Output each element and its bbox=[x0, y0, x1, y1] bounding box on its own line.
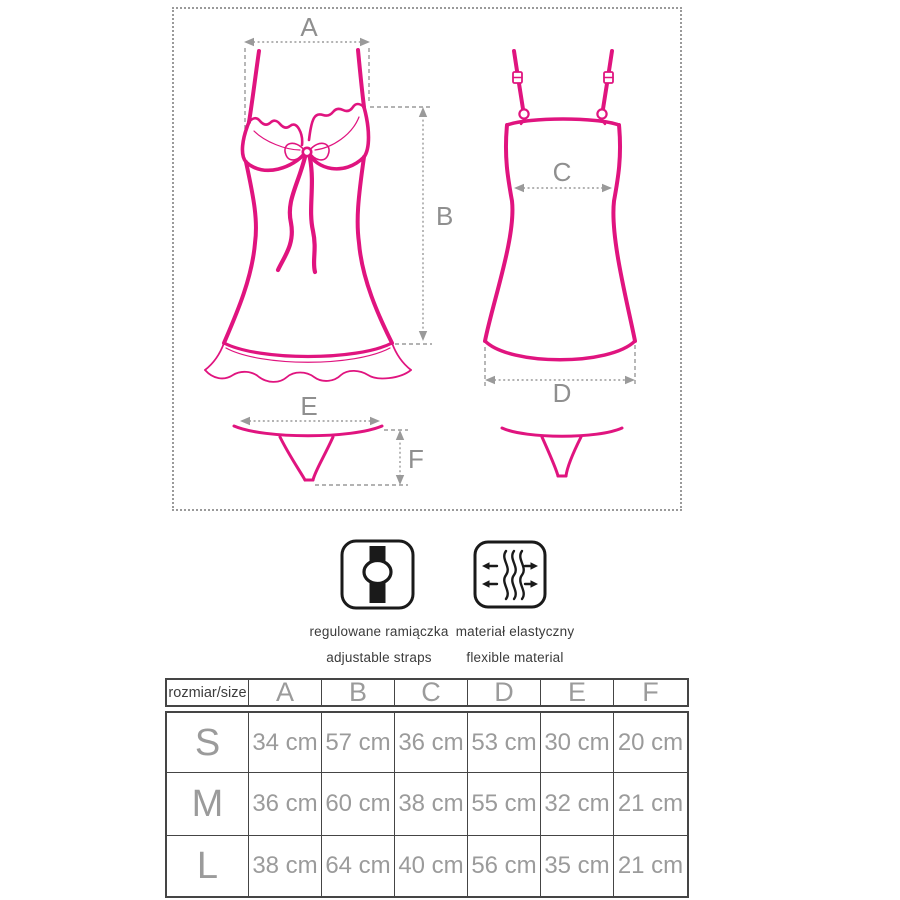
size-cell: 21 cm bbox=[617, 852, 684, 879]
dimension-label-a: A bbox=[300, 12, 318, 42]
size-table-header bbox=[165, 678, 689, 707]
thong-front-drawing bbox=[234, 426, 382, 480]
size-cell: 36 cm bbox=[252, 790, 318, 817]
elastic-material-icon bbox=[473, 540, 547, 614]
size-cell: 21 cm bbox=[617, 790, 684, 817]
size-cell: 56 cm bbox=[471, 852, 537, 879]
size-label-m: M bbox=[191, 783, 224, 825]
thong-back-drawing bbox=[502, 428, 622, 476]
dimension-label-b: B bbox=[436, 201, 454, 231]
size-table-body bbox=[165, 711, 689, 898]
material-caption-en: flexible material bbox=[466, 650, 564, 665]
dimension-label-c: C bbox=[552, 157, 572, 187]
size-cell: 30 cm bbox=[544, 728, 610, 756]
dimension-a bbox=[244, 38, 370, 129]
material-caption-pl: materiał elastyczny bbox=[455, 624, 575, 639]
size-cell: 64 cm bbox=[325, 852, 391, 879]
size-label-s: S bbox=[194, 721, 221, 764]
size-cell: 32 cm bbox=[544, 790, 610, 817]
size-cell: 53 cm bbox=[471, 728, 537, 756]
straps-caption-en: adjustable straps bbox=[326, 650, 432, 665]
column-header-a: A bbox=[275, 680, 294, 705]
size-cell: 38 cm bbox=[252, 852, 318, 879]
dimension-label-f: F bbox=[408, 444, 424, 474]
size-cell: 40 cm bbox=[398, 852, 464, 879]
column-header-e: E bbox=[567, 680, 586, 705]
column-header-d: D bbox=[494, 680, 514, 705]
size-cell: 20 cm bbox=[617, 728, 684, 756]
chemise-back-drawing bbox=[485, 51, 635, 360]
size-cell: 36 cm bbox=[398, 728, 464, 756]
size-label-l: L bbox=[196, 845, 219, 887]
dimension-b bbox=[370, 107, 432, 344]
dimension-lines bbox=[240, 38, 635, 485]
adjustable-straps-icon bbox=[340, 539, 415, 615]
size-cell: 60 cm bbox=[325, 790, 391, 817]
dimension-f bbox=[315, 430, 408, 485]
dimension-label-e: E bbox=[300, 391, 318, 421]
chemise-front-drawing bbox=[205, 50, 411, 382]
column-header-c: C bbox=[421, 680, 441, 705]
dimension-label-d: D bbox=[552, 378, 572, 408]
size-cell: 34 cm bbox=[252, 728, 318, 756]
size-cell: 35 cm bbox=[544, 852, 610, 879]
size-table-header-label: rozmiar/size bbox=[168, 684, 247, 701]
size-cell: 55 cm bbox=[471, 790, 537, 817]
size-cell: 57 cm bbox=[325, 728, 391, 756]
straps-caption-pl: regulowane ramiączka bbox=[309, 624, 449, 639]
garment-diagram bbox=[174, 9, 680, 509]
column-header-f: F bbox=[642, 680, 659, 705]
size-cell: 38 cm bbox=[398, 790, 464, 817]
garment-diagram-frame bbox=[172, 7, 682, 511]
column-header-b: B bbox=[348, 680, 367, 705]
